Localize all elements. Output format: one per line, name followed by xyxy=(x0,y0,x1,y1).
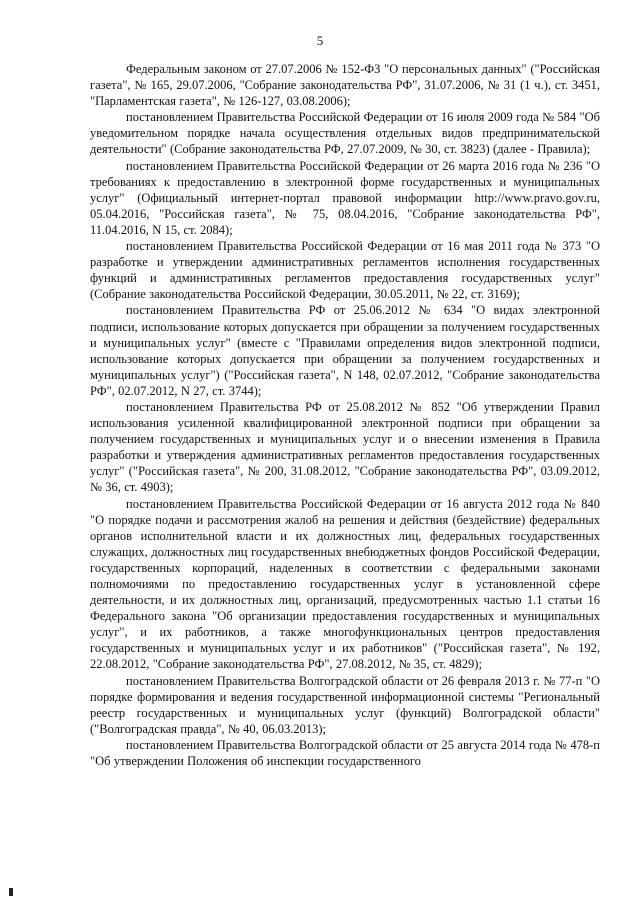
document-body xyxy=(90,61,600,769)
paragraph-federal-law-152: Федеральным законом от 27.07.2006 № 152-ФЗ "О персональных данных" ("Российская газета", № 165, 29.07.2006, "Собрание законодательства РФ", 31.07.2006, № 31 (1 ч.), ст. 3451, "Парламентская газета", № 126-127, 03.08.2006); xyxy=(90,62,600,109)
page-number: 5 xyxy=(316,33,324,48)
paragraph-resolution-236: постановлением Правительства Российской Федерации от 26 марта 2016 года № 236 "О требованиях к предоставлению в электронной форме государственных и муниципальных услуг" (Официальный интернет-портал правовой информации http://www.pravo.gov.ru, 05.04.2016, "Российская газета", № 75, 08.04.2016, "Собрание законодательства РФ", 11.04.2016, N 15, ст. 2084); xyxy=(90,158,600,237)
paragraph-resolution-634: постановлением Правительства РФ от 25.06.2012 № 634 "О видах электронной подписи, использование которых допускается при обращении за получением государственных и муниципальных услуг" (вместе с "Правилами определения видов электронной подписи, использование которых допускается при обращении за получением государственных и муниципальных услуг") ("Российская газета", N 148, 02.07.2012, "Собрание законодательства РФ", 02.07.2012, N 27, ст. 3744); xyxy=(90,303,600,398)
paragraph-resolution-77p: постановлением Правительства Волгоградской области от 26 февраля 2013 г. № 77-п "О порядке формирования и ведения государственной информационной системы "Региональный реестр государственных и муниципальных услуг (функций) Волгоградской области" ("Волгоградская правда", № 40, 06.03.2013); xyxy=(90,673,600,736)
paragraph-resolution-478p: постановлением Правительства Волгоградской области от 25 августа 2014 года № 478-п "Об утверждении Положения об инспекции государственного xyxy=(90,737,600,769)
paragraph-resolution-852: постановлением Правительства РФ от 25.08.2012 № 852 "Об утверждении Правил использования усиленной квалифицированной электронной подписи при обращении за получением государственных и муниципальных услуг и о внесении изменения в Правила разработки и утверждения административных регламентов предоставления государственных услуг" ("Российская газета", № 200, 31.08.2012, "Собрание законодательства РФ", 03.09.2012, № 36, ст. 4903); xyxy=(90,399,600,495)
paragraph-resolution-584: постановлением Правительства Российской Федерации от 16 июля 2009 года № 584 "Об уведомительном порядке начала осуществления отдельных видов предпринимательской деятельности" (Собрание законодательства РФ, 27.07.2009, № 30, ст. 3823) (далее - Правила); xyxy=(90,110,600,157)
paragraph-resolution-840: постановлением Правительства Российской Федерации от 16 августа 2012 года № 840 "О порядке подачи и рассмотрения жалоб на решения и действия (бездействие) федеральных органов исполнительной власти и их должностных лиц, федеральных государственных служащих, должностных лиц государственных внебюджетных фондов Российской Федерации, государственных корпораций, наделенных в соответствии с федеральными законами полномочиями по предоставлению государственных услуг в установленной сфере деятельности, и их должностных лиц, организаций, предусмотренных частью 1.1 статьи 16 Федерального закона "Об организации предоставления государственных и муниципальных услуг", и их работников, а также многофункциональных центров предоставления государственных и муниципальных услуг и их работников" ("Российская газета", № 192, 22.08.2012, "Собрание законодательства РФ", 27.08.2012, № 35, ст. 4829); xyxy=(90,496,600,672)
paragraph-resolution-373: постановлением Правительства Российской Федерации от 16 мая 2011 года № 373 "О разработке и утверждении административных регламентов исполнения государственных функций и административных регламентов предоставления государственных услуг" (Собрание законодательства Российской Федерации, 30.05.2011, № 22, ст. 3169); xyxy=(90,239,600,302)
scan-artifact-mark xyxy=(9,888,13,896)
